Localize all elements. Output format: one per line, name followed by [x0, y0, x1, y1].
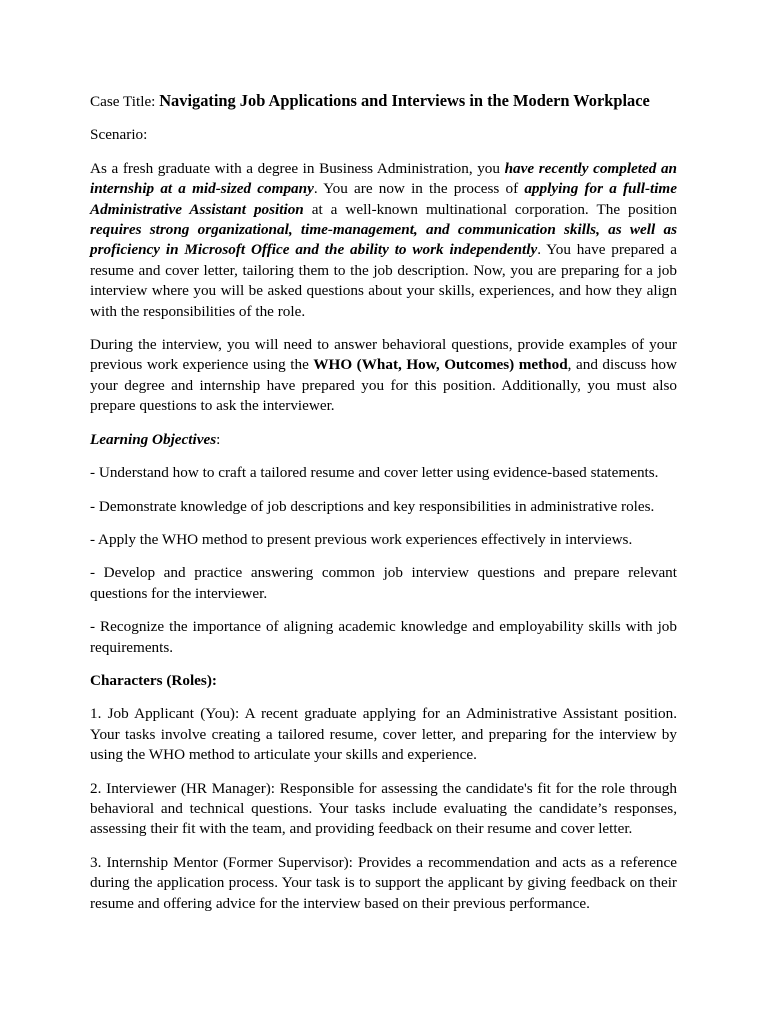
case-title-text: Navigating Job Applications and Interviews in the Modern Workplace [159, 91, 650, 110]
characters-heading: Characters (Roles): [90, 671, 217, 689]
character-item: 1. Job Applicant (You): A recent graduate applying for an Administrative Assistant position. Your tasks involve creating a tailored resume, cover letter, and preparing for the interview by using the WHO method to articulate your skills and experience. [90, 705, 677, 764]
scenario-p1-text-3: at a well-known multinational corporation. The position [303, 200, 677, 218]
objective-item: - Demonstrate knowledge of job descriptions and key responsibilities in administrative roles. [90, 497, 655, 515]
scenario-paragraph-2 [90, 335, 677, 417]
scenario-p1-emphasis-1: have recently completed an internship at a mid-sized company [90, 159, 677, 198]
objectives-heading-colon: : [216, 430, 221, 448]
objective-item: - Apply the WHO method to present previous work experiences effectively in interviews. [90, 530, 633, 548]
objectives-heading [90, 430, 677, 450]
scenario-p2-text-1: During the interview, you will need to answer behavioral questions, provide examples of your previous work experience using the [90, 336, 677, 374]
objective-item: - Recognize the importance of aligning academic knowledge and employability skills with job requirements. [90, 618, 677, 656]
case-title-label: Case Title: [90, 93, 160, 110]
scenario-p1-emphasis-2: applying for a full-time Administrative Assistant position [90, 180, 677, 218]
scenario-p1-emphasis-3: requires strong organizational, time-management, and communication skills, as well as proficiency in Microsoft Office and the ability to work independently [90, 221, 677, 259]
scenario-p1-text-1: As a fresh graduate with a degree in Business Administration, you [90, 159, 505, 177]
character-item: 3. Internship Mentor (Former Supervisor): Provides a recommendation and acts as a reference during the application process. Your task is to support the applicant by giving feedback on their resume and offering advice for the interview based on their previous performance. [90, 853, 677, 912]
case-title [90, 91, 677, 112]
objective-item: - Understand how to craft a tailored resume and cover letter using evidence-based statements. [90, 464, 659, 482]
scenario-paragraph-1 [90, 159, 677, 322]
scenario-heading: Scenario: [90, 126, 148, 144]
objectives-heading-text: Learning Objectives [90, 430, 217, 448]
scenario-p1-text-2: . You are now in the process of [313, 180, 525, 198]
objective-item: - Develop and practice answering common job interview questions and prepare relevant questions for the interviewer. [90, 564, 677, 602]
scenario-p2-text-2: , and discuss how your degree and internship have prepared you for this position. Additionally, you must also prepare questions to ask the interviewer. [90, 356, 677, 415]
scenario-p1-text-4: . You have prepared a resume and cover letter, tailoring them to the job description. Now, you are preparing for a job interview where you will be asked questions about your skills, experiences, and how they align with the responsibilities of the role. [90, 241, 677, 320]
character-item: 2. Interviewer (HR Manager): Responsible for assessing the candidate's fit for the role through behavioral and technical questions. Your tasks include evaluating the candidate’s responses, assessing their fit with the team, and providing feedback on their resume and cover letter. [90, 779, 677, 838]
document-page [90, 91, 677, 927]
who-method-term: WHO (What, How, Outcomes) method [313, 356, 568, 374]
